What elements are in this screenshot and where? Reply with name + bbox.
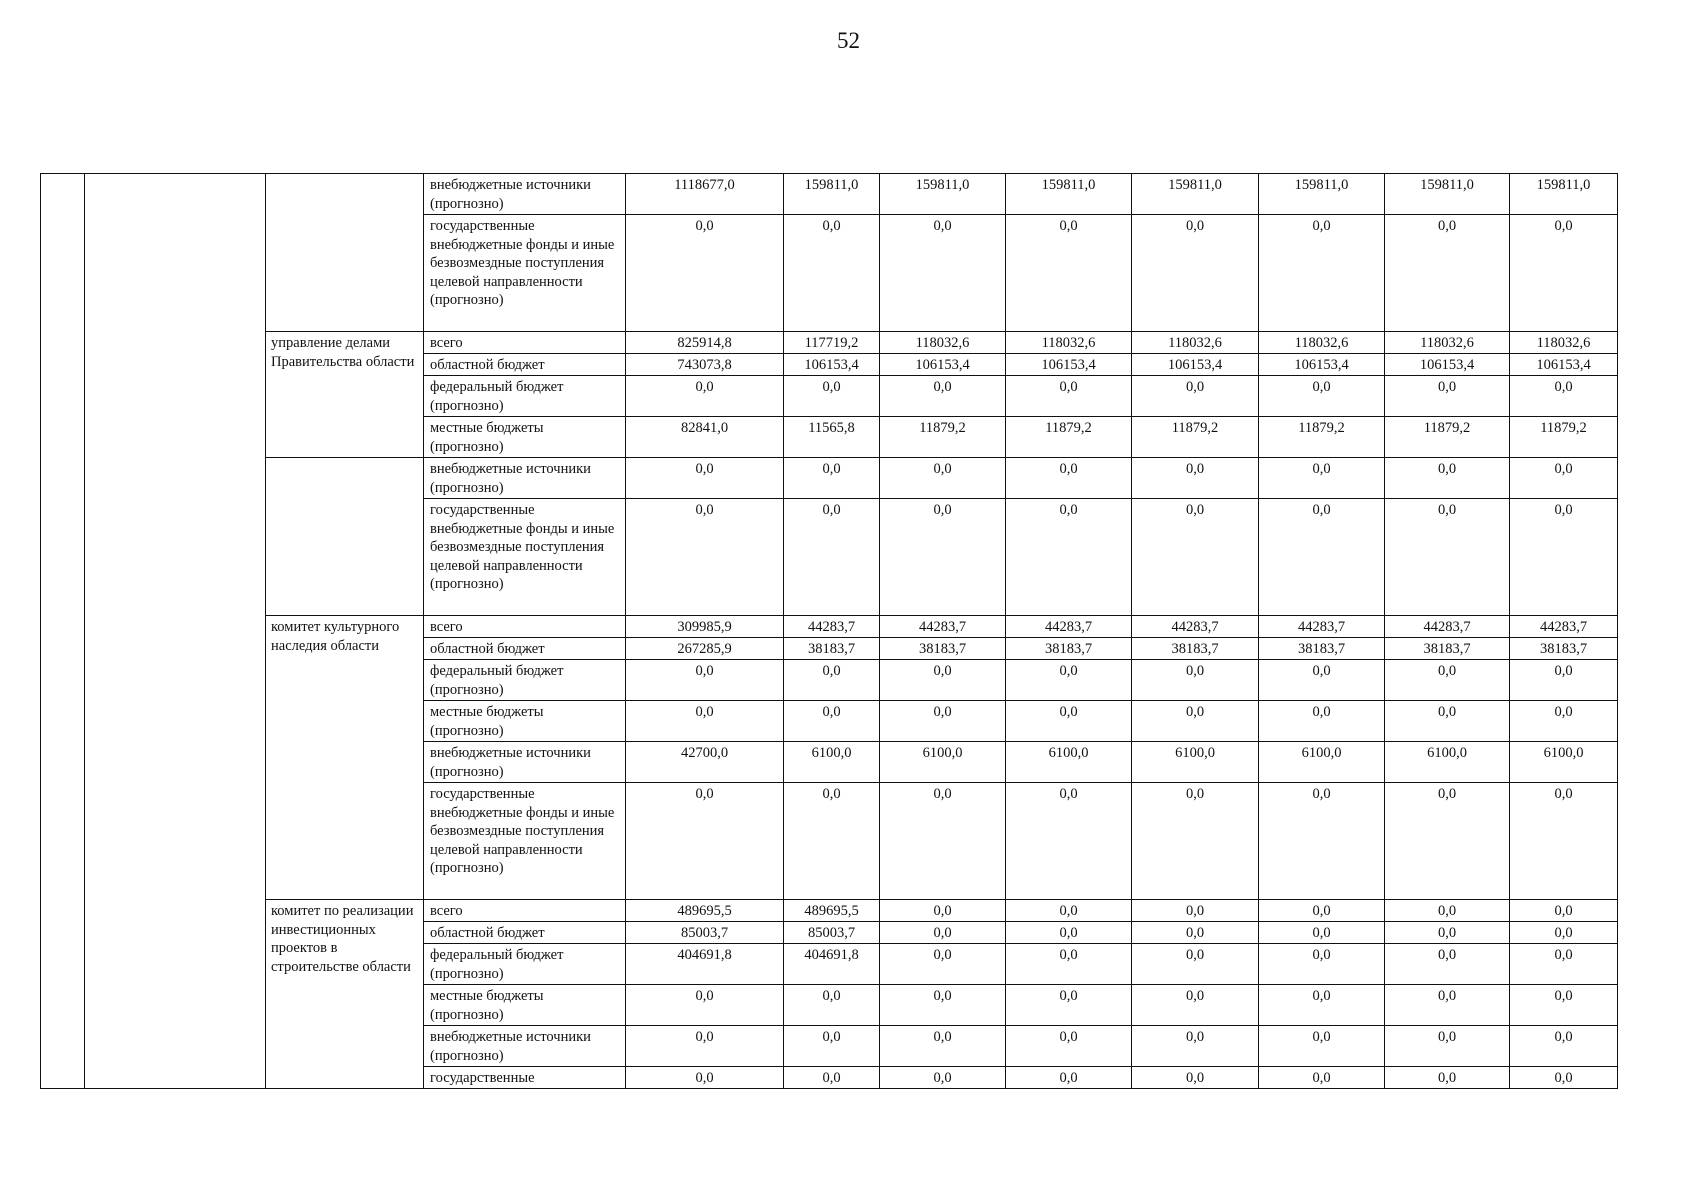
year-value-cell: 0,0: [1510, 701, 1618, 742]
total-value-cell: 0,0: [626, 458, 784, 499]
year-value-cell: 118032,6: [1132, 332, 1259, 354]
total-value-cell: 309985,9: [626, 616, 784, 638]
year-value-cell: 489695,5: [784, 900, 880, 922]
year-value-cell: 118032,6: [1385, 332, 1510, 354]
year-value-cell: 0,0: [1259, 944, 1385, 985]
year-value-cell: 0,0: [1259, 660, 1385, 701]
year-value-cell: 0,0: [880, 783, 1006, 900]
total-value-cell: 0,0: [626, 985, 784, 1026]
total-value-cell: 0,0: [626, 660, 784, 701]
year-value-cell: 0,0: [1132, 499, 1259, 616]
table-row: [41, 458, 1618, 499]
total-value-cell: 1118677,0: [626, 174, 784, 215]
year-value-cell: 11879,2: [1006, 417, 1132, 458]
year-value-cell: 0,0: [1510, 458, 1618, 499]
executor-cell: управление делами Правительства области: [266, 332, 424, 458]
year-value-cell: 0,0: [880, 922, 1006, 944]
year-value-cell: 0,0: [1385, 922, 1510, 944]
year-value-cell: 44283,7: [1385, 616, 1510, 638]
year-value-cell: 0,0: [1385, 944, 1510, 985]
total-value-cell: 85003,7: [626, 922, 784, 944]
total-value-cell: 0,0: [626, 215, 784, 332]
year-value-cell: 0,0: [1510, 499, 1618, 616]
year-value-cell: 0,0: [1259, 985, 1385, 1026]
year-value-cell: 0,0: [1132, 701, 1259, 742]
executor-cell: [266, 458, 424, 616]
funding-source-cell: федеральный бюджет (прогнозно): [424, 660, 626, 701]
year-value-cell: 6100,0: [1259, 742, 1385, 783]
year-value-cell: 159811,0: [1385, 174, 1510, 215]
total-value-cell: 825914,8: [626, 332, 784, 354]
year-value-cell: 117719,2: [784, 332, 880, 354]
total-value-cell: 42700,0: [626, 742, 784, 783]
total-value-cell: 82841,0: [626, 417, 784, 458]
year-value-cell: 118032,6: [1006, 332, 1132, 354]
year-value-cell: 38183,7: [1006, 638, 1132, 660]
total-value-cell: 0,0: [626, 701, 784, 742]
year-value-cell: 38183,7: [1132, 638, 1259, 660]
year-value-cell: 0,0: [1259, 1067, 1385, 1089]
year-value-cell: 404691,8: [784, 944, 880, 985]
year-value-cell: 0,0: [1259, 376, 1385, 417]
funding-source-cell: внебюджетные источники (прогнозно): [424, 458, 626, 499]
year-value-cell: 159811,0: [880, 174, 1006, 215]
year-value-cell: 0,0: [1385, 1026, 1510, 1067]
year-value-cell: 0,0: [1006, 215, 1132, 332]
year-value-cell: 6100,0: [1510, 742, 1618, 783]
year-value-cell: 0,0: [784, 1067, 880, 1089]
year-value-cell: 0,0: [1006, 944, 1132, 985]
funding-source-cell: внебюджетные источники (прогнозно): [424, 174, 626, 215]
year-value-cell: 0,0: [880, 900, 1006, 922]
total-value-cell: 0,0: [626, 1026, 784, 1067]
year-value-cell: 6100,0: [784, 742, 880, 783]
year-value-cell: 0,0: [784, 376, 880, 417]
year-value-cell: 0,0: [1510, 922, 1618, 944]
year-value-cell: 106153,4: [1385, 354, 1510, 376]
year-value-cell: 11879,2: [1385, 417, 1510, 458]
year-value-cell: 38183,7: [1259, 638, 1385, 660]
year-value-cell: 0,0: [1006, 376, 1132, 417]
funding-source-cell: внебюджетные источники (прогнозно): [424, 1026, 626, 1067]
year-value-cell: 44283,7: [1006, 616, 1132, 638]
total-value-cell: 267285,9: [626, 638, 784, 660]
year-value-cell: 0,0: [1006, 1026, 1132, 1067]
executor-cell: комитет по реализации инвестиционных проектов в строительстве области: [266, 900, 424, 1089]
year-value-cell: 0,0: [1510, 1067, 1618, 1089]
total-value-cell: 0,0: [626, 783, 784, 900]
year-value-cell: 106153,4: [880, 354, 1006, 376]
funding-source-cell: областной бюджет: [424, 922, 626, 944]
year-value-cell: 106153,4: [1510, 354, 1618, 376]
year-value-cell: 0,0: [1259, 922, 1385, 944]
year-value-cell: 44283,7: [784, 616, 880, 638]
year-value-cell: 0,0: [1510, 783, 1618, 900]
year-value-cell: 0,0: [1132, 458, 1259, 499]
year-value-cell: 0,0: [1510, 985, 1618, 1026]
year-value-cell: 106153,4: [1132, 354, 1259, 376]
year-value-cell: 0,0: [1132, 985, 1259, 1026]
funding-source-cell: областной бюджет: [424, 638, 626, 660]
funding-source-cell: областной бюджет: [424, 354, 626, 376]
year-value-cell: 0,0: [880, 376, 1006, 417]
funding-source-cell: местные бюджеты (прогнозно): [424, 985, 626, 1026]
year-value-cell: 0,0: [1006, 985, 1132, 1026]
funding-source-cell: местные бюджеты (прогнозно): [424, 417, 626, 458]
year-value-cell: 0,0: [1259, 1026, 1385, 1067]
year-value-cell: 0,0: [1259, 783, 1385, 900]
year-value-cell: 0,0: [1006, 499, 1132, 616]
year-value-cell: 118032,6: [1510, 332, 1618, 354]
year-value-cell: 0,0: [1385, 783, 1510, 900]
year-value-cell: 0,0: [1385, 900, 1510, 922]
year-value-cell: 0,0: [1259, 701, 1385, 742]
year-value-cell: 159811,0: [784, 174, 880, 215]
year-value-cell: 0,0: [880, 985, 1006, 1026]
funding-source-cell: местные бюджеты (прогнозно): [424, 701, 626, 742]
year-value-cell: 44283,7: [880, 616, 1006, 638]
year-value-cell: 0,0: [1385, 701, 1510, 742]
funding-source-cell: всего: [424, 332, 626, 354]
funding-source-cell: государственные: [424, 1067, 626, 1089]
year-value-cell: 0,0: [1132, 660, 1259, 701]
funding-source-cell: всего: [424, 900, 626, 922]
year-value-cell: 0,0: [1006, 900, 1132, 922]
year-value-cell: 0,0: [1132, 215, 1259, 332]
year-value-cell: 0,0: [1259, 499, 1385, 616]
table-row: [41, 174, 1618, 215]
total-value-cell: 489695,5: [626, 900, 784, 922]
year-value-cell: 0,0: [1006, 458, 1132, 499]
year-value-cell: 0,0: [784, 985, 880, 1026]
funding-source-cell: государственные внебюджетные фонды и иные безвозмездные поступления целевой направленности (прогнозно): [424, 499, 626, 616]
year-value-cell: 159811,0: [1006, 174, 1132, 215]
year-value-cell: 0,0: [880, 660, 1006, 701]
total-value-cell: 743073,8: [626, 354, 784, 376]
executor-cell: [266, 174, 424, 332]
year-value-cell: 38183,7: [1385, 638, 1510, 660]
year-value-cell: 0,0: [1132, 900, 1259, 922]
year-value-cell: 11565,8: [784, 417, 880, 458]
year-value-cell: 0,0: [880, 458, 1006, 499]
year-value-cell: 0,0: [1385, 215, 1510, 332]
total-value-cell: 0,0: [626, 1067, 784, 1089]
year-value-cell: 6100,0: [1006, 742, 1132, 783]
year-value-cell: 0,0: [1385, 660, 1510, 701]
year-value-cell: 0,0: [1006, 701, 1132, 742]
year-value-cell: 106153,4: [1259, 354, 1385, 376]
year-value-cell: 0,0: [1006, 1067, 1132, 1089]
year-value-cell: 11879,2: [1259, 417, 1385, 458]
year-value-cell: 0,0: [1510, 376, 1618, 417]
year-value-cell: 0,0: [880, 215, 1006, 332]
measure-column-cell: [85, 174, 266, 1089]
year-value-cell: 0,0: [1132, 376, 1259, 417]
year-value-cell: 85003,7: [784, 922, 880, 944]
year-value-cell: 0,0: [1006, 660, 1132, 701]
year-value-cell: 0,0: [1385, 985, 1510, 1026]
year-value-cell: 159811,0: [1259, 174, 1385, 215]
year-value-cell: 0,0: [1259, 458, 1385, 499]
funding-source-cell: государственные внебюджетные фонды и иные безвозмездные поступления целевой направленности (прогнозно): [424, 215, 626, 332]
year-value-cell: 0,0: [1259, 215, 1385, 332]
year-value-cell: 6100,0: [880, 742, 1006, 783]
year-value-cell: 0,0: [1385, 458, 1510, 499]
year-value-cell: 0,0: [1132, 783, 1259, 900]
year-value-cell: 0,0: [1510, 1026, 1618, 1067]
total-value-cell: 404691,8: [626, 944, 784, 985]
total-value-cell: 0,0: [626, 499, 784, 616]
year-value-cell: 0,0: [784, 215, 880, 332]
funding-source-cell: федеральный бюджет (прогнозно): [424, 944, 626, 985]
year-value-cell: 0,0: [784, 458, 880, 499]
year-value-cell: 0,0: [1385, 499, 1510, 616]
year-value-cell: 0,0: [784, 1026, 880, 1067]
year-value-cell: 38183,7: [1510, 638, 1618, 660]
year-value-cell: 0,0: [784, 701, 880, 742]
year-value-cell: 6100,0: [1385, 742, 1510, 783]
year-value-cell: 44283,7: [1132, 616, 1259, 638]
year-value-cell: 106153,4: [784, 354, 880, 376]
executor-cell: комитет культурного наследия области: [266, 616, 424, 900]
year-value-cell: 0,0: [784, 499, 880, 616]
year-value-cell: 0,0: [1006, 783, 1132, 900]
year-value-cell: 0,0: [1132, 1067, 1259, 1089]
year-value-cell: 0,0: [1006, 922, 1132, 944]
year-value-cell: 0,0: [880, 1026, 1006, 1067]
table-row: [41, 332, 1618, 354]
funding-source-cell: федеральный бюджет (прогнозно): [424, 376, 626, 417]
year-value-cell: 0,0: [1510, 944, 1618, 985]
page-number: 52: [837, 28, 860, 53]
year-value-cell: 0,0: [1132, 944, 1259, 985]
number-column-cell: [41, 174, 85, 1089]
year-value-cell: 11879,2: [1132, 417, 1259, 458]
year-value-cell: 0,0: [880, 944, 1006, 985]
funding-source-cell: государственные внебюджетные фонды и иные безвозмездные поступления целевой направленности (прогнозно): [424, 783, 626, 900]
year-value-cell: 11879,2: [880, 417, 1006, 458]
year-value-cell: 0,0: [784, 660, 880, 701]
year-value-cell: 0,0: [1510, 660, 1618, 701]
year-value-cell: 38183,7: [784, 638, 880, 660]
total-value-cell: 0,0: [626, 376, 784, 417]
year-value-cell: 0,0: [880, 1067, 1006, 1089]
year-value-cell: 0,0: [1132, 1026, 1259, 1067]
year-value-cell: 38183,7: [880, 638, 1006, 660]
year-value-cell: 0,0: [880, 499, 1006, 616]
funding-source-cell: внебюджетные источники (прогнозно): [424, 742, 626, 783]
year-value-cell: 0,0: [1510, 215, 1618, 332]
year-value-cell: 159811,0: [1132, 174, 1259, 215]
year-value-cell: 0,0: [1259, 900, 1385, 922]
table-row: [41, 616, 1618, 638]
year-value-cell: 0,0: [1385, 376, 1510, 417]
year-value-cell: 118032,6: [1259, 332, 1385, 354]
year-value-cell: 44283,7: [1510, 616, 1618, 638]
funding-source-cell: всего: [424, 616, 626, 638]
year-value-cell: 44283,7: [1259, 616, 1385, 638]
year-value-cell: 0,0: [784, 783, 880, 900]
year-value-cell: 6100,0: [1132, 742, 1259, 783]
year-value-cell: 0,0: [1510, 900, 1618, 922]
year-value-cell: 0,0: [1132, 922, 1259, 944]
year-value-cell: 0,0: [880, 701, 1006, 742]
year-value-cell: 118032,6: [880, 332, 1006, 354]
year-value-cell: 11879,2: [1510, 417, 1618, 458]
table-row: [41, 900, 1618, 922]
budget-table-body: [41, 174, 1618, 1089]
year-value-cell: 106153,4: [1006, 354, 1132, 376]
budget-table: [40, 173, 1618, 1089]
year-value-cell: 159811,0: [1510, 174, 1618, 215]
year-value-cell: 0,0: [1385, 1067, 1510, 1089]
